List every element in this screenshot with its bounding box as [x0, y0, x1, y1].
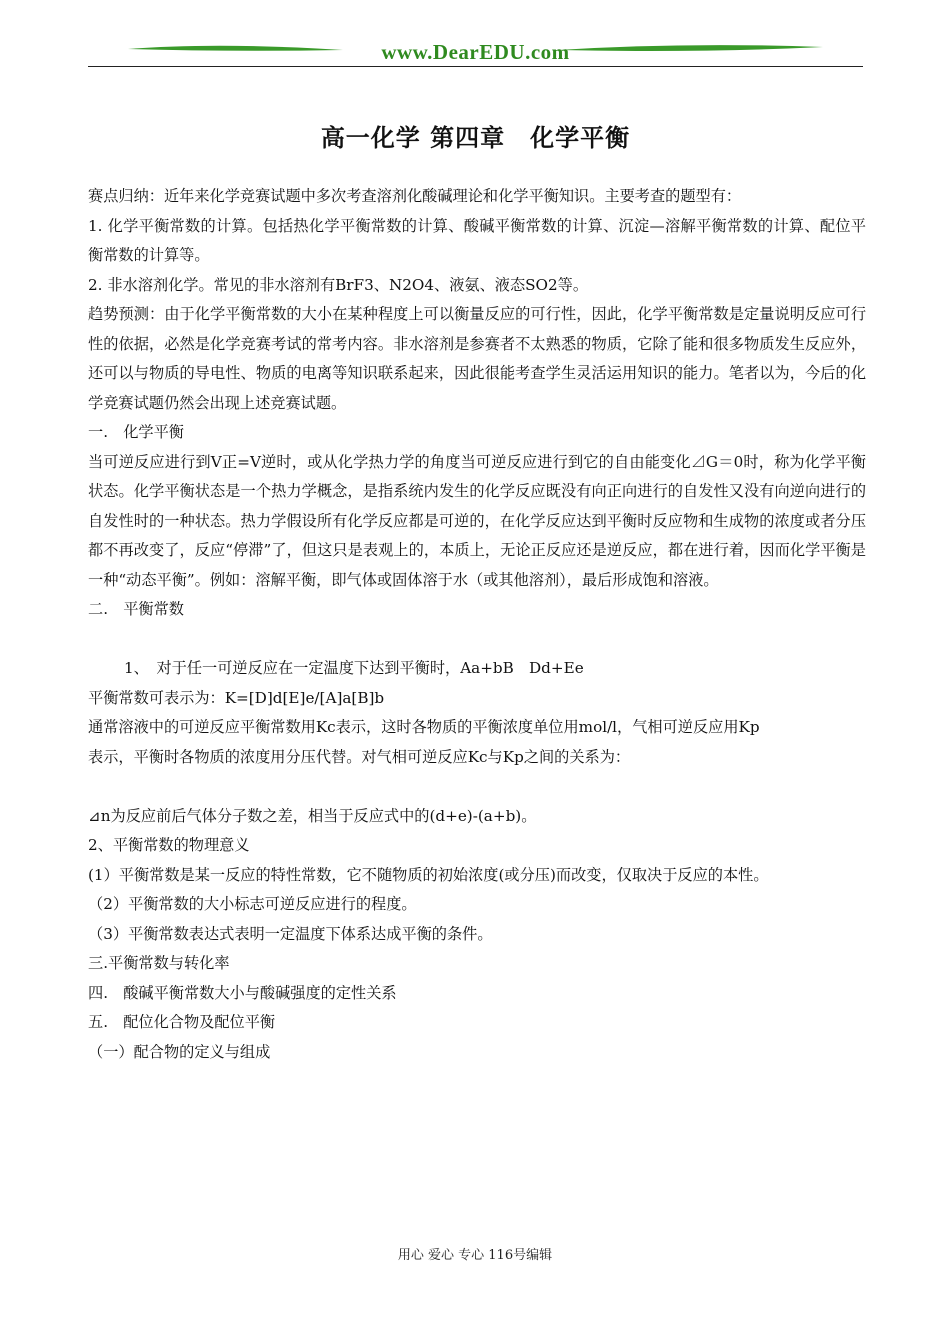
paragraph: （2）平衡常数的大小标志可逆反应进行的程度。	[88, 895, 417, 913]
blank-line	[88, 772, 866, 802]
page-header	[88, 36, 863, 70]
paragraph: 表示，平衡时各物质的浓度用分压代替。对气相可逆反应Kc与Kp之间的关系为：	[88, 747, 631, 766]
site-url: www.DearEDU.com	[381, 40, 570, 64]
paragraph: 1. 化学平衡常数的计算。包括热化学平衡常数的计算、酸碱平衡常数的计算、沉淀—溶解平衡常数的计算、配位平衡常数的计算等。	[88, 216, 866, 264]
paragraph: 1、 对于任一可逆反应在一定温度下达到平衡时，Aa+bB Dd+Ee	[124, 659, 584, 677]
header-rule	[88, 66, 863, 67]
paragraph: 通常溶液中的可逆反应平衡常数用Kc表示，这时各物质的平衡浓度单位用mol/l，气相可逆反应用Kp	[88, 718, 760, 736]
paragraph: 趋势预测：由于化学平衡常数的大小在某种程度上可以衡量反应的可行性，因此，化学平衡常数是定量说明反应可行性的依据，必然是化学竞赛考试的常考内容。非水溶剂是参赛者不太熟悉的物质，它除了能和很多物质发生反应外，还可以与物质的导电性、物质的电离等知识联系起来，因此很能考查学生灵活运用知识的能力。笔者以为，今后的化学竞赛试题仍然会出现上述竞赛试题。	[88, 305, 866, 412]
section-heading: 2、平衡常数的物理意义	[88, 836, 250, 854]
blank-line	[88, 625, 866, 655]
paragraph: 2. 非水溶剂化学。常见的非水溶剂有BrF3、N2O4、液氨、液态SO2等。	[88, 275, 589, 294]
section-heading: 三.平衡常数与转化率	[88, 954, 230, 972]
paragraph: （3）平衡常数表达式表明一定温度下体系达成平衡的条件。	[88, 924, 493, 943]
paragraph: (1）平衡常数是某一反应的特性常数，它不随物质的初始浓度(或分压)而改变，仅取决于反应的本性。	[88, 865, 769, 884]
section-heading: 二. 平衡常数	[88, 600, 184, 618]
page-footer: 用心 爱心 专心 116号编辑	[397, 1248, 553, 1263]
paragraph: 平衡常数可表示为：K=[D]d[E]e/[A]a[B]b	[88, 688, 385, 707]
section-heading: 一. 化学平衡	[88, 423, 184, 441]
paragraph: 赛点归纳：近年来化学竞赛试题中多次考查溶剂化酸碱理论和化学平衡知识。主要考查的题型有：	[88, 187, 742, 205]
section-heading: 四. 酸碱平衡常数大小与酸碱强度的定性关系	[88, 983, 397, 1002]
paragraph: ⊿n为反应前后气体分子数之差，相当于反应式中的(d+e)-(a+b)。	[88, 806, 537, 825]
section-heading: （一）配合物的定义与组成	[88, 1042, 271, 1061]
document-body	[88, 182, 866, 1067]
paragraph: 当可逆反应进行到V正=V逆时，或从化学热力学的角度当可逆反应进行到它的自由能变化⊿G＝0时，称为化学平衡状态。化学平衡状态是一个热力学概念，是指系统内发生的化学反应既没有向正向进行的自发性又没有向逆向进行的自发性时的一种状态。热力学假设所有化学反应都是可逆的，在化学反应达到平衡时反应物和生成物的浓度或者分压都不再改变了，反应“停滞”了，但这只是表观上的，本质上，无论正反应还是逆反应，都在进行着，因而化学平衡是一种“动态平衡”。例如：溶解平衡，即气体或固体溶于水（或其他溶剂），最后形成饱和溶液。	[88, 452, 866, 589]
section-heading: 五. 配位化合物及配位平衡	[88, 1013, 276, 1031]
page-title: 高一化学 第四章 化学平衡	[320, 124, 631, 152]
